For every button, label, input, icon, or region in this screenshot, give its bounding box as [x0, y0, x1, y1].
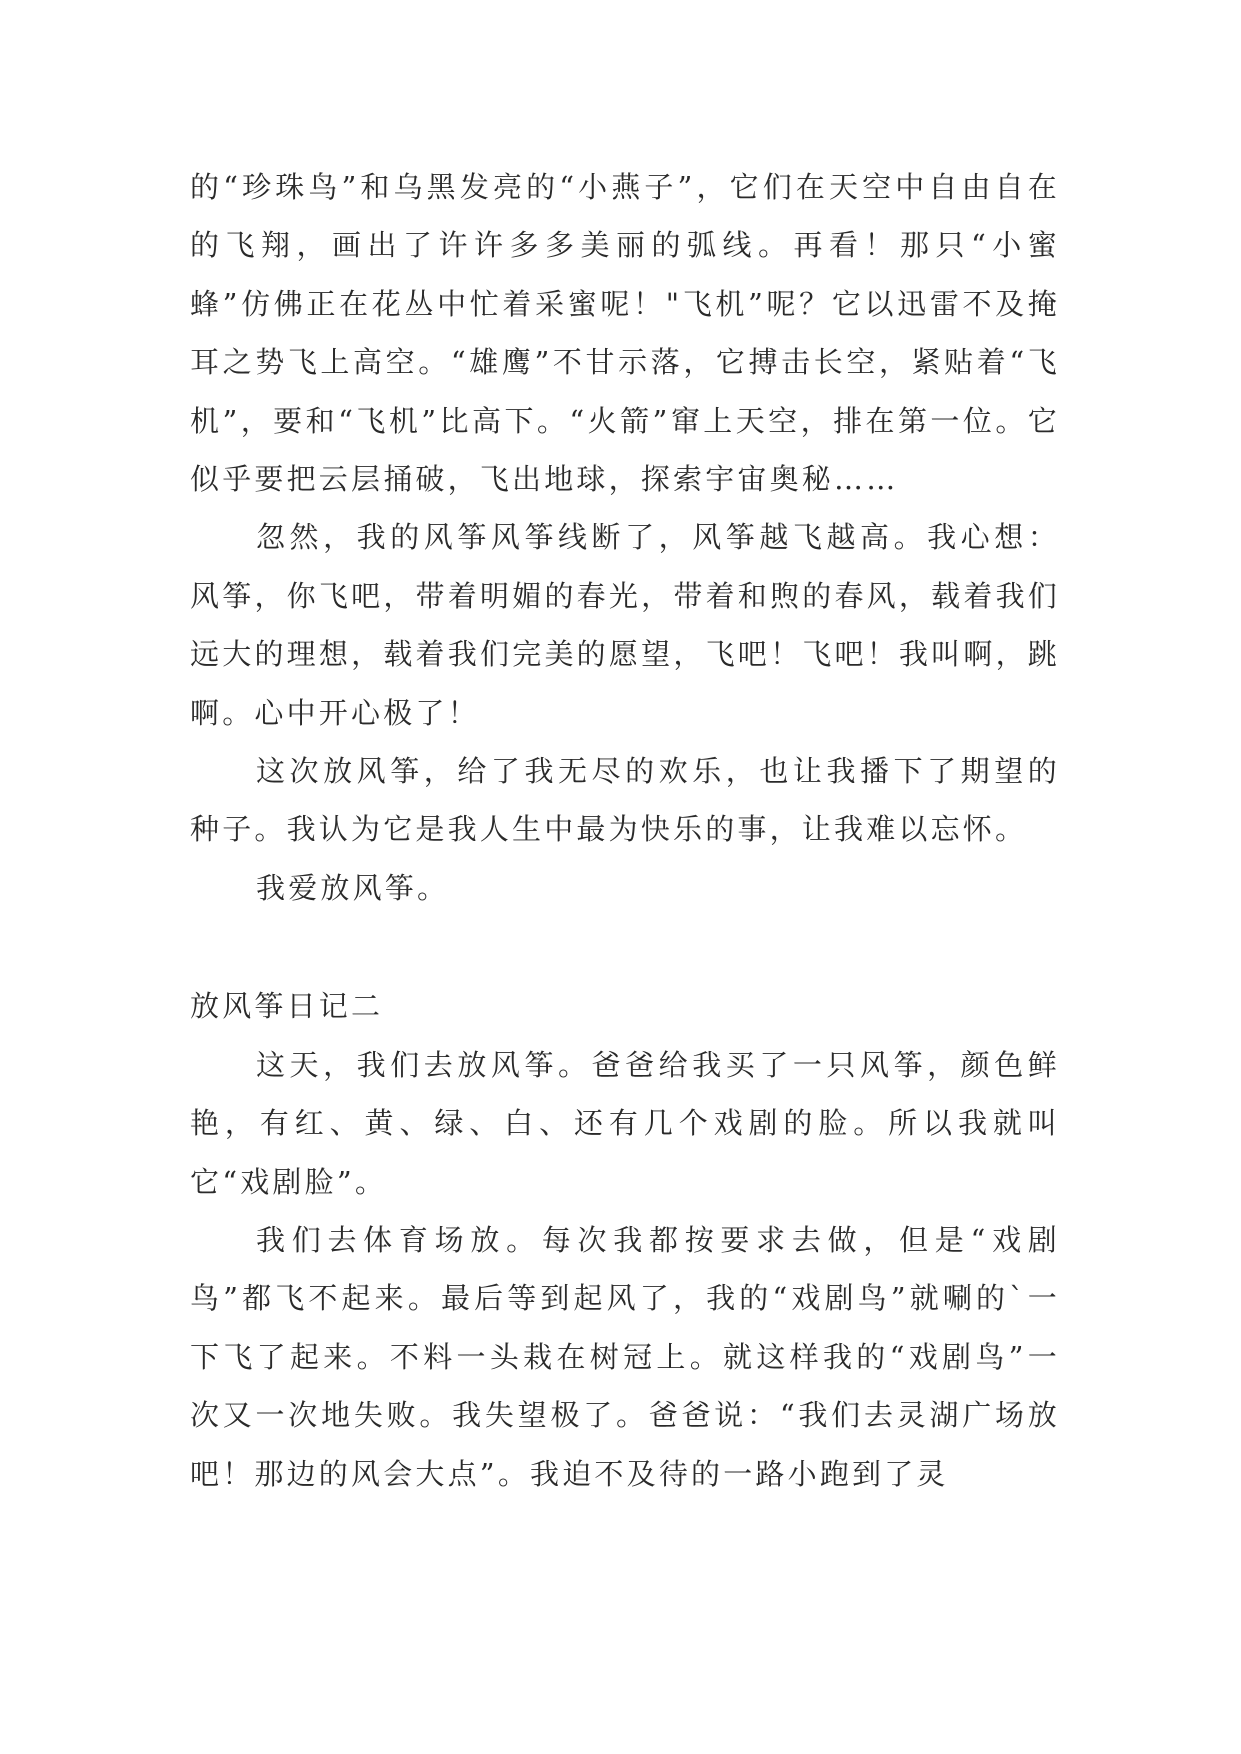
paragraph-1: 的“珍珠鸟”和乌黑发亮的“小燕子”，它们在天空中自由自在的飞翔，画出了许许多多美丽的弧线。再看！那只“小蜜蜂”仿佛正在花丛中忙着采蜜呢！"飞机”呢？它以迅雷不及掩耳之势飞上高空。“雄鹰”不甘示落，它搏击长空，紧贴着“飞机”，要和“飞机”比高下。“火箭”窜上天空，排在第一位。它似乎要把云层捅破，飞出地球，探索宇宙奥秘…… — [190, 170, 1060, 497]
paragraph-5: 这天，我们去放风筝。爸爸给我买了一只风筝，颜色鲜艳，有红、黄、绿、白、还有几个戏剧的脸。所以我就叫它“戏剧脸”。 — [190, 1047, 1060, 1199]
paragraph-3: 这次放风筝，给了我无尽的欢乐，也让我播下了期望的种子。我认为它是我人生中最为快乐的事，让我难以忘怀。 — [190, 754, 1060, 847]
paragraph-6: 我们去体育场放。每次我都按要求去做，但是“戏剧鸟”都飞不起来。最后等到起风了，我的“戏剧鸟”就唰的`一下飞了起来。不料一头栽在树冠上。就这样我的“戏剧鸟”一次又一次地失败。我失望极了。爸爸说：“我们去灵湖广场放吧！那边的风会大点”。我迫不及待的一路小跑到了灵 — [190, 1222, 1060, 1491]
paragraph-4: 我爱放风筝。 — [256, 870, 450, 905]
document-body — [190, 158, 1060, 1503]
section-heading: 放风筝日记二 — [190, 989, 384, 1024]
paragraph-2: 忽然，我的风筝风筝线断了，风筝越飞越高。我心想：风筝，你飞吧，带着明媚的春光，带着和煦的春风，载着我们远大的理想，载着我们完美的愿望，飞吧！飞吧！我叫啊，跳啊。心中开心极了！ — [190, 520, 1060, 730]
